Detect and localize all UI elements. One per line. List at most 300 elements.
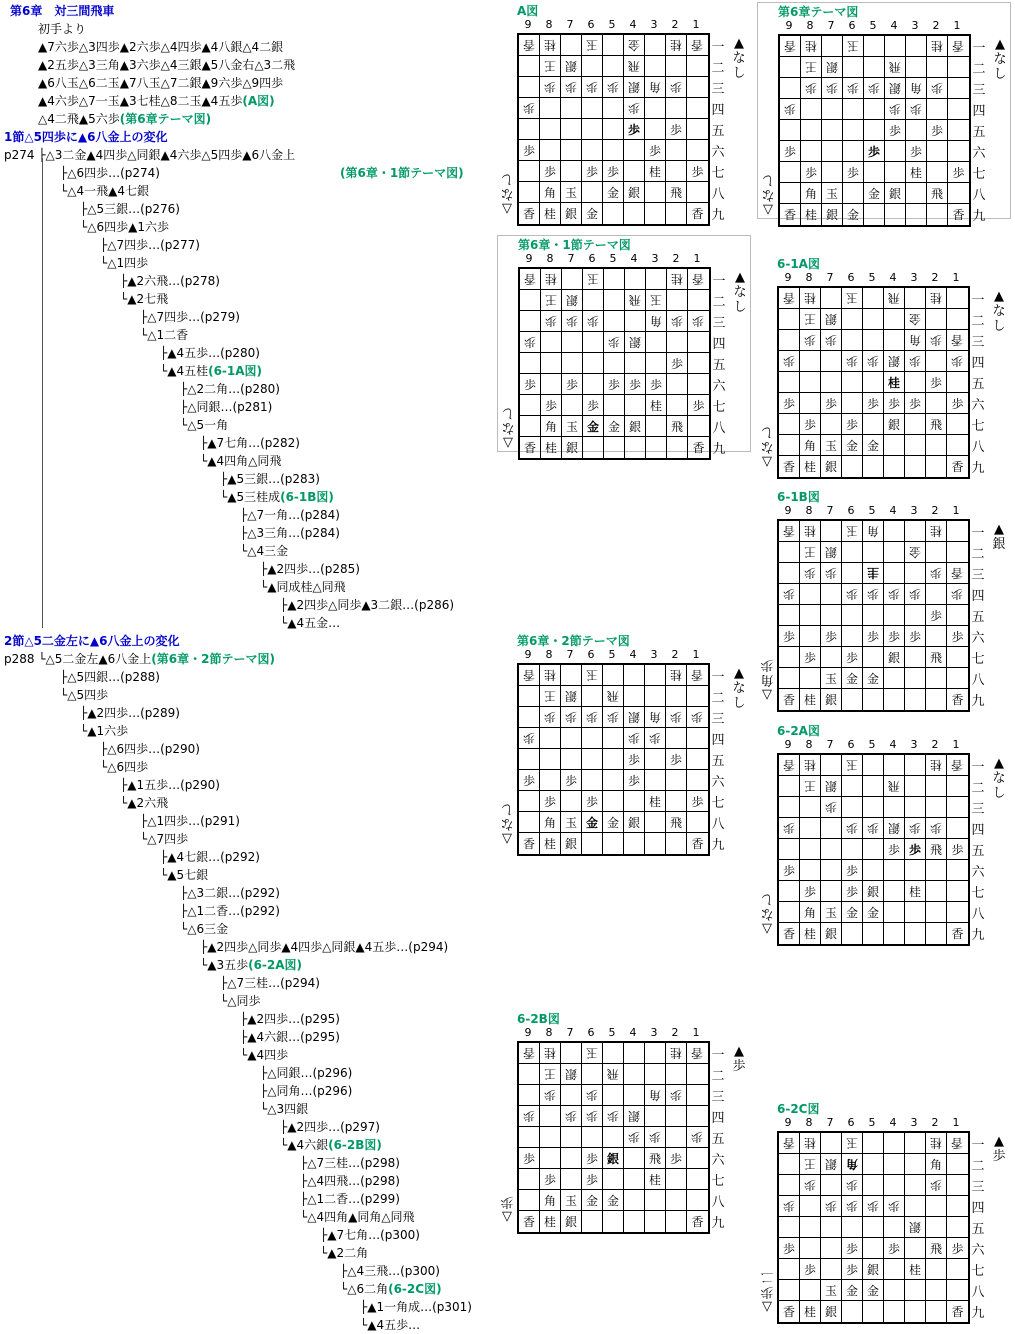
board-square <box>583 374 604 395</box>
board-square <box>779 456 800 477</box>
gote-piece: 玉 <box>585 37 598 52</box>
rank-label: 一 <box>712 274 726 289</box>
board-square <box>582 161 603 182</box>
rank-label: 八 <box>971 440 985 455</box>
board-square <box>541 374 562 395</box>
board-square <box>926 288 947 309</box>
board-square <box>822 36 843 57</box>
sente-piece: 飛 <box>929 417 942 432</box>
sente-piece: 銀 <box>564 1215 577 1229</box>
gote-piece: 歩 <box>564 1108 577 1123</box>
file-label: 1 <box>953 19 961 32</box>
board-square <box>864 183 885 204</box>
move-text: ├▲5三銀…(p283) <box>220 472 320 486</box>
board-square <box>884 689 905 710</box>
board-square <box>687 812 708 833</box>
board-square <box>520 311 541 332</box>
gote-piece: 飛 <box>887 778 900 793</box>
board-square <box>624 140 645 161</box>
gote-piece: 飛 <box>888 59 901 74</box>
gote-piece: 銀 <box>564 1066 577 1081</box>
board-square <box>905 605 926 626</box>
move-text: └△4三金 <box>240 544 289 558</box>
variation-line <box>280 1136 382 1154</box>
move-text: ├△1二香…(p299) <box>300 1192 400 1206</box>
rank-label: 二 <box>971 1159 985 1174</box>
board-square <box>800 1154 821 1175</box>
hand-char: ▲ <box>994 289 1004 304</box>
gote-piece: 歩 <box>648 1129 661 1144</box>
gote-piece: 桂 <box>929 757 942 772</box>
board-square <box>905 542 926 563</box>
board-square <box>603 140 624 161</box>
gote-piece: 香 <box>782 757 795 772</box>
board-square <box>666 140 687 161</box>
board-square <box>800 542 821 563</box>
board-square <box>667 416 688 437</box>
board-square <box>863 1175 884 1196</box>
sente-piece: 玉 <box>824 1283 837 1298</box>
sente-piece: 銀 <box>627 815 640 830</box>
gote-piece: 角 <box>908 332 921 347</box>
board-square <box>666 707 687 728</box>
board-square <box>821 584 842 605</box>
move-text: ├▲2六飛…(p278) <box>120 274 220 288</box>
board-square <box>926 647 947 668</box>
board-square <box>561 182 582 203</box>
board-square <box>948 57 969 78</box>
hand-char: ▲ <box>734 36 744 51</box>
board-square <box>625 290 646 311</box>
sente-piece: 歩 <box>909 144 922 159</box>
board-square <box>603 1043 624 1064</box>
variation-line <box>220 974 320 992</box>
variation-line <box>160 362 262 380</box>
board-square <box>884 456 905 477</box>
board-square <box>624 833 645 854</box>
sente-piece: 歩 <box>782 396 795 411</box>
board-square <box>666 1085 687 1106</box>
board-square <box>624 1169 645 1190</box>
board-square <box>540 707 561 728</box>
board-square <box>948 120 969 141</box>
section-heading: 1節△5四歩に▲6八金上の変化 <box>4 130 168 144</box>
board-square <box>842 309 863 330</box>
sente-piece: 歩 <box>887 1241 900 1256</box>
file-label: 2 <box>672 252 680 265</box>
move-text: ├△7四歩…(p279) <box>140 310 240 324</box>
rank-label: 九 <box>972 209 986 224</box>
board-square <box>561 728 582 749</box>
variation-line <box>220 992 260 1010</box>
board-square <box>842 818 863 839</box>
move-text: ├▲2四歩…(p289) <box>80 706 180 720</box>
sente-piece: 桂 <box>648 164 661 179</box>
rank-label: 五 <box>971 844 985 859</box>
board-square <box>687 56 708 77</box>
file-label: 5 <box>869 19 877 32</box>
board-square <box>666 1211 687 1232</box>
board-square <box>821 860 842 881</box>
board-square <box>561 1085 582 1106</box>
sente-piece: 桂 <box>908 884 921 899</box>
rank-label: 八 <box>971 1285 985 1300</box>
sente-piece: 歩 <box>565 377 578 392</box>
hand-char: し <box>760 891 774 906</box>
move-text: └△1二香 <box>140 328 189 342</box>
hand-char: し <box>500 801 514 816</box>
sente-piece: 歩 <box>522 143 535 158</box>
file-label: 9 <box>524 18 532 31</box>
board-square <box>624 161 645 182</box>
board-square <box>624 686 645 707</box>
board-square <box>583 353 604 374</box>
board-square <box>947 626 968 647</box>
sente-piece: 金 <box>606 185 619 200</box>
variation-line <box>260 578 346 596</box>
gote-piece: 歩 <box>930 80 943 95</box>
board-square <box>779 393 800 414</box>
variation-line <box>360 1298 472 1316</box>
sente-piece: 桂 <box>803 460 816 474</box>
sente-piece: 桂 <box>649 398 662 413</box>
board-square <box>603 770 624 791</box>
board-square <box>884 542 905 563</box>
file-label: 7 <box>826 738 834 751</box>
gote-piece: 歩 <box>522 730 535 745</box>
board-square <box>947 309 968 330</box>
board-square <box>842 1133 863 1154</box>
board-square <box>519 182 540 203</box>
board-square <box>666 119 687 140</box>
hand-char: 歩 <box>732 1059 746 1074</box>
file-label: 6 <box>847 504 855 517</box>
board-square <box>582 1127 603 1148</box>
board-square <box>821 668 842 689</box>
file-label: 9 <box>524 648 532 661</box>
gote-piece: 歩 <box>929 1177 942 1192</box>
board-square <box>905 1217 926 1238</box>
board-square <box>884 309 905 330</box>
gote-triangle-icon: ▽ <box>502 1209 512 1224</box>
board-square <box>801 183 822 204</box>
gote-piece: 歩 <box>803 332 816 347</box>
board-square <box>562 437 583 458</box>
board-square <box>688 269 709 290</box>
sente-piece: 歩 <box>866 396 879 411</box>
sente-piece: 香 <box>783 208 796 222</box>
board-square <box>926 1238 947 1259</box>
board-square <box>821 1238 842 1259</box>
hand-char: 歩 <box>760 1284 774 1299</box>
board-square <box>666 812 687 833</box>
file-label: 4 <box>629 1026 637 1039</box>
board-square <box>645 1169 666 1190</box>
board-square <box>842 1259 863 1280</box>
board-square <box>519 833 540 854</box>
move-text: └▲4四角△同飛 <box>200 454 282 468</box>
gote-piece: 歩 <box>627 730 640 745</box>
board-square <box>905 755 926 776</box>
board-square <box>884 1280 905 1301</box>
board-square <box>821 839 842 860</box>
board-square <box>884 1238 905 1259</box>
board-square <box>842 668 863 689</box>
hand-char: な <box>732 681 746 696</box>
gote-piece: 歩 <box>866 1198 879 1213</box>
gote-piece: 桂 <box>669 667 682 682</box>
board-square <box>540 119 561 140</box>
file-label: 4 <box>629 18 637 31</box>
board-square <box>624 1148 645 1169</box>
rank-label: 五 <box>711 1132 725 1147</box>
variation-line <box>38 74 283 92</box>
file-label: 3 <box>910 1116 918 1129</box>
board-square <box>603 812 624 833</box>
move-text: ├▲1一角成…(p301) <box>360 1300 472 1314</box>
move-text: └▲4六銀 <box>280 1138 329 1152</box>
tree-connector <box>42 158 43 628</box>
sente-piece: 香 <box>691 1215 704 1229</box>
board-square <box>519 812 540 833</box>
board-square <box>779 797 800 818</box>
rank-label: 一 <box>711 40 725 55</box>
gote-piece: 香 <box>952 38 965 53</box>
file-label: 8 <box>545 1026 553 1039</box>
board-square <box>863 414 884 435</box>
file-label: 9 <box>784 738 792 751</box>
sente-piece: 歩 <box>951 842 964 857</box>
board-square <box>884 902 905 923</box>
board-square <box>625 395 646 416</box>
move-text: └△6四歩▲1六歩 <box>80 220 169 234</box>
variation-line <box>180 902 280 920</box>
board-square <box>779 542 800 563</box>
variation-line <box>260 1100 308 1118</box>
board-square <box>582 77 603 98</box>
board-square <box>884 1175 905 1196</box>
diagram-reference: (6-2C図) <box>388 1282 442 1296</box>
gote-piece: 玉 <box>649 292 662 307</box>
board-square <box>926 755 947 776</box>
board-square <box>625 416 646 437</box>
board-square <box>667 374 688 395</box>
board-square <box>905 435 926 456</box>
file-label: 1 <box>952 504 960 517</box>
sente-piece: 歩 <box>585 1151 598 1166</box>
file-label: 5 <box>868 738 876 751</box>
sente-piece: 飛 <box>929 1241 942 1256</box>
board-square <box>561 1211 582 1232</box>
board-square <box>541 353 562 374</box>
variation-line <box>120 776 220 794</box>
hand-char: ▲ <box>735 270 745 285</box>
shogi-board-panel <box>497 2 749 223</box>
board-square <box>926 1175 947 1196</box>
board-square <box>800 839 821 860</box>
variation-line <box>240 542 288 560</box>
sente-piece: 金 <box>586 419 599 434</box>
board-square <box>583 311 604 332</box>
board-square <box>948 204 969 225</box>
board-square <box>540 791 561 812</box>
board-square <box>779 1154 800 1175</box>
file-label: 2 <box>671 1026 679 1039</box>
board-square <box>645 1148 666 1169</box>
board-square <box>863 1259 884 1280</box>
section-heading: 2節△5二金左に▲6八金上の変化 <box>4 634 180 648</box>
board-square <box>561 749 582 770</box>
board-square <box>603 749 624 770</box>
board-square <box>562 416 583 437</box>
variation-line <box>220 488 334 506</box>
file-label: 9 <box>784 504 792 517</box>
board-square <box>885 36 906 57</box>
board-square <box>645 35 666 56</box>
board-square <box>779 818 800 839</box>
hand-char: し <box>992 319 1006 334</box>
file-label: 3 <box>651 252 659 265</box>
move-text: ├△5四銀…(p288) <box>60 670 160 684</box>
variation-line <box>240 524 340 542</box>
variation-line <box>120 272 220 290</box>
file-label: 2 <box>671 18 679 31</box>
move-text: └▲4五歩… <box>360 1318 421 1332</box>
gote-piece: 歩 <box>782 1198 795 1213</box>
board-square <box>687 140 708 161</box>
board-square <box>645 182 666 203</box>
board-square <box>863 584 884 605</box>
diagram-reference: (6-2A図) <box>248 958 303 972</box>
sente-piece: 桂 <box>648 1172 661 1187</box>
board-square <box>646 353 667 374</box>
board-square <box>842 1196 863 1217</box>
board-square <box>821 797 842 818</box>
sente-piece: 玉 <box>824 671 837 686</box>
board-square <box>843 78 864 99</box>
board-square <box>842 435 863 456</box>
board-square <box>800 521 821 542</box>
board-square <box>843 36 864 57</box>
board-square <box>541 437 562 458</box>
board-title: 6-1A図 <box>777 257 820 271</box>
move-text: └▲4五桂 <box>160 364 209 378</box>
board-square <box>842 755 863 776</box>
board-square <box>884 1133 905 1154</box>
sente-piece: 銀 <box>866 1262 879 1277</box>
board-square <box>906 162 927 183</box>
rank-label: 二 <box>712 295 726 310</box>
variation-line <box>260 1064 352 1082</box>
rank-label: 九 <box>712 442 726 457</box>
hand-char: な <box>992 771 1006 786</box>
sente-piece: 歩 <box>845 1262 858 1277</box>
board-square <box>645 98 666 119</box>
sente-piece: 香 <box>951 693 964 707</box>
board-square <box>863 818 884 839</box>
board-square <box>800 818 821 839</box>
board-square <box>800 902 821 923</box>
board-square <box>688 290 709 311</box>
board-square <box>801 204 822 225</box>
board-square <box>541 269 562 290</box>
board-square <box>800 881 821 902</box>
sente-piece: 銀 <box>824 693 837 707</box>
gote-piece: 歩 <box>866 586 879 601</box>
board-square <box>779 647 800 668</box>
gote-piece: 香 <box>522 37 535 52</box>
board-square <box>645 1127 666 1148</box>
rank-label: 六 <box>711 1153 725 1168</box>
board-square <box>905 584 926 605</box>
file-label: 7 <box>566 648 574 661</box>
board-square <box>947 923 968 944</box>
variation-line <box>280 596 454 614</box>
board-square <box>582 1106 603 1127</box>
board-square <box>519 1190 540 1211</box>
sente-piece: 歩 <box>522 1151 535 1166</box>
board-square <box>519 1064 540 1085</box>
section-heading: 第6章 対三間飛車 <box>10 4 115 18</box>
rank-label: 一 <box>972 41 986 56</box>
board-square <box>666 1106 687 1127</box>
rank-label: 七 <box>711 166 725 181</box>
board-square <box>646 269 667 290</box>
variation-line <box>60 182 149 200</box>
rank-label: 一 <box>971 526 985 541</box>
gote-piece: 銀 <box>825 59 838 74</box>
board-square <box>863 839 884 860</box>
board-square <box>583 290 604 311</box>
gote-piece: 歩 <box>523 334 536 349</box>
board-square <box>541 311 562 332</box>
board-square <box>800 288 821 309</box>
variation-line <box>38 20 86 38</box>
file-label: 6 <box>587 648 595 661</box>
board-square <box>541 395 562 416</box>
board-square <box>842 902 863 923</box>
gote-piece: 歩 <box>607 334 620 349</box>
sente-piece: 銀 <box>825 208 838 222</box>
board-square <box>540 98 561 119</box>
board-square <box>905 818 926 839</box>
rank-label: 五 <box>972 125 986 140</box>
board-square <box>666 1064 687 1085</box>
board-square <box>561 161 582 182</box>
board-square <box>540 1211 561 1232</box>
board-square <box>947 542 968 563</box>
board-square <box>624 1064 645 1085</box>
file-label: 6 <box>848 19 856 32</box>
gote-piece: 角 <box>648 709 661 724</box>
board-square <box>842 330 863 351</box>
board-square <box>821 563 842 584</box>
board-square <box>687 77 708 98</box>
board-square <box>800 435 821 456</box>
gote-piece: 歩 <box>929 565 942 580</box>
board-square <box>582 707 603 728</box>
board-square <box>947 435 968 456</box>
board-square <box>519 203 540 224</box>
gote-piece: 玉 <box>585 1045 598 1060</box>
board-square <box>926 626 947 647</box>
shogi-board-panel <box>757 722 1009 943</box>
sente-piece: 飛 <box>930 186 943 201</box>
board-square <box>822 141 843 162</box>
board-square <box>519 77 540 98</box>
board-square <box>822 183 843 204</box>
board-grid <box>517 1041 710 1234</box>
